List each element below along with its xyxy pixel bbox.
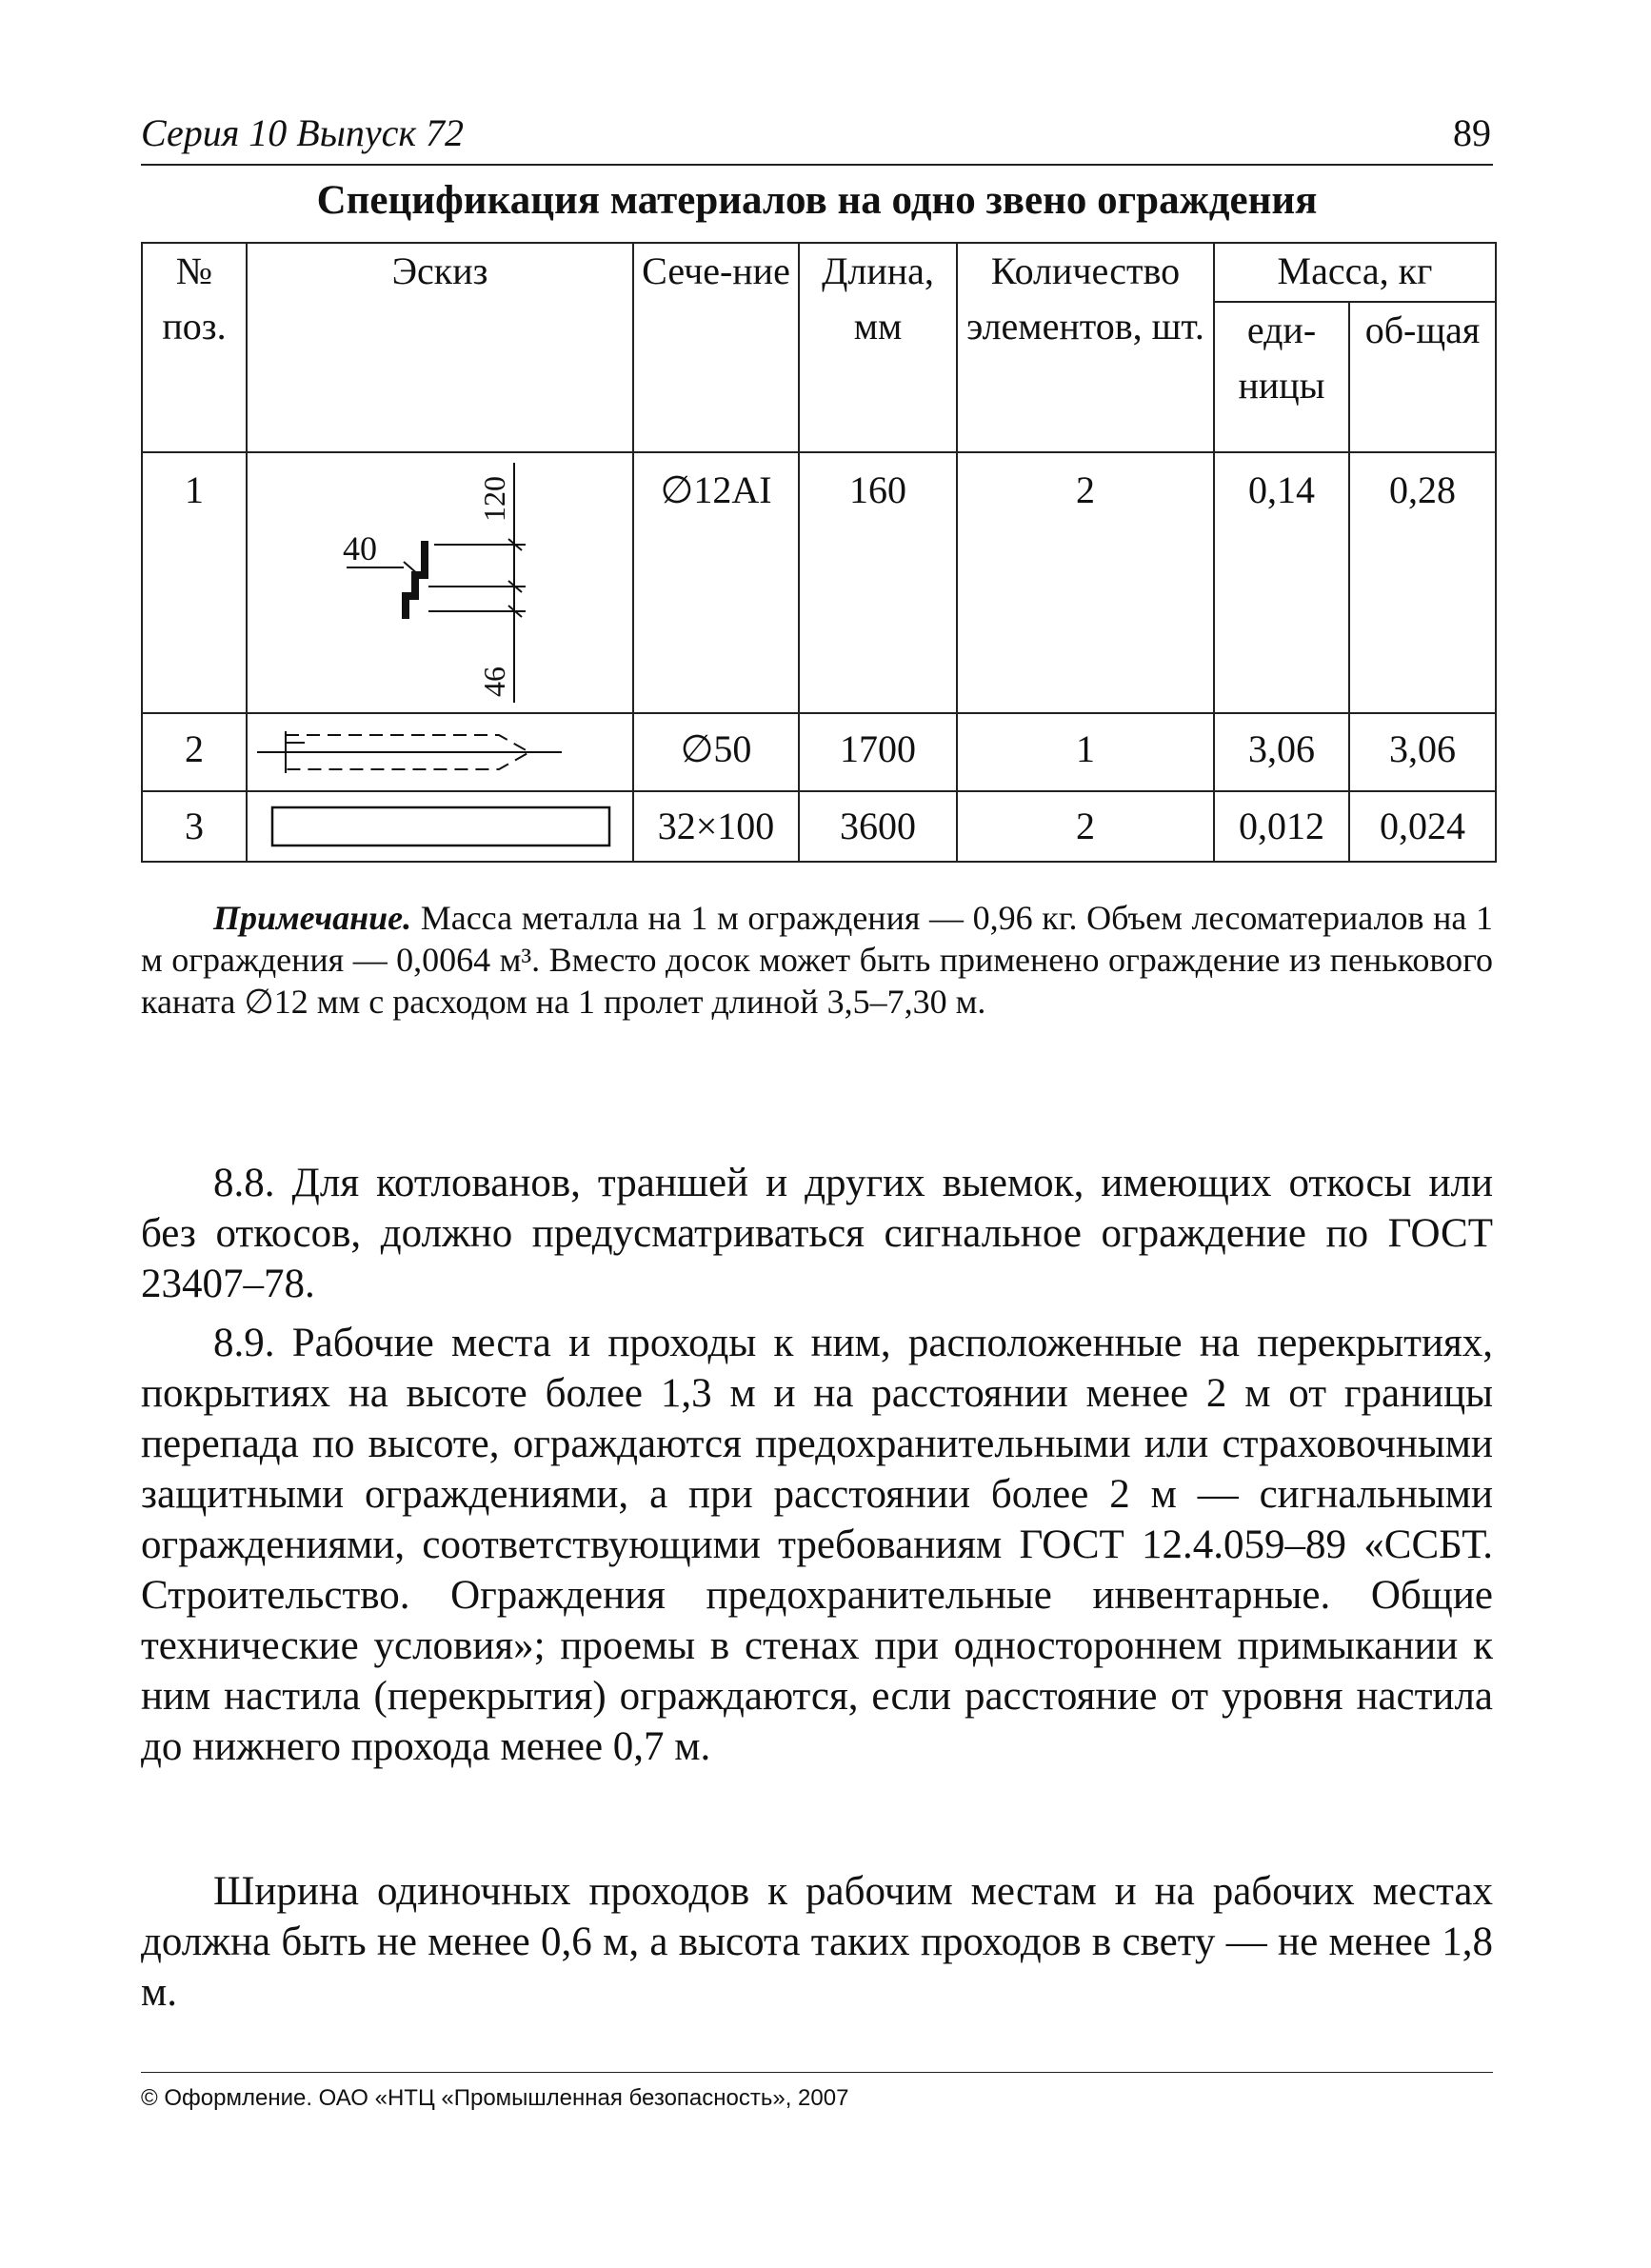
dim-120: 120 — [477, 476, 511, 522]
hook-drawing — [248, 453, 632, 712]
table-row — [142, 791, 1496, 862]
cell-mass-total: 0,024 — [1349, 791, 1496, 862]
cell-pos: 2 — [142, 713, 247, 791]
page-number: 89 — [1453, 111, 1491, 154]
sketch-board — [247, 791, 633, 862]
cell-section: 32×100 — [633, 791, 799, 862]
cell-count: 2 — [957, 452, 1214, 713]
sketch-hook — [247, 452, 633, 713]
header-length: Длина, мм — [799, 243, 957, 452]
cell-length: 1700 — [799, 713, 957, 791]
note-text: Масса металла на 1 м ограждения — 0,96 кг. Объем лесоматериалов на 1 м ограждения — 0,0064 м³. Вместо досок может быть применено ограждение из пенькового каната ∅12 мм с расходом на 1 пролет длиной 3,5–7,30 м. — [141, 899, 1493, 1021]
paragraph-8-8: 8.8. Для котлованов, траншей и других выемок, имеющих откосы или без откосов, должно предусматриваться сигнальное ограждение по ГОСТ 23407–78. — [141, 1161, 1493, 1306]
header-pos: № поз. — [142, 243, 247, 452]
table-header-row — [142, 243, 1496, 302]
cell-length: 3600 — [799, 791, 957, 862]
cell-count: 2 — [957, 791, 1214, 862]
dim-46: 46 — [477, 666, 511, 697]
post-drawing — [248, 714, 632, 790]
cell-section: ∅50 — [633, 713, 799, 791]
cell-pos: 1 — [142, 452, 247, 713]
header-section: Сече-ние — [633, 243, 799, 452]
cell-length: 160 — [799, 452, 957, 713]
paragraph-width: Ширина одиночных проходов к рабочим местам и на рабочих местах должна быть не менее 0,6 м, а высота таких проходов в свету — не менее 1,8 м. — [141, 1869, 1493, 2015]
cell-mass-unit: 0,14 — [1214, 452, 1349, 713]
table-row — [142, 713, 1496, 791]
running-header — [141, 107, 1493, 166]
cell-pos: 3 — [142, 791, 247, 862]
sketch-post — [247, 713, 633, 791]
cell-mass-total: 3,06 — [1349, 713, 1496, 791]
header-sketch: Эскиз — [247, 243, 633, 452]
cell-section: ∅12АI — [633, 452, 799, 713]
cell-count: 1 — [957, 713, 1214, 791]
table-title: Спецификация материалов на одно звено ограждения — [316, 178, 1318, 223]
board-drawing — [248, 792, 632, 861]
footer-copyright: © Оформление. ОАО «НТЦ «Промышленная безопасность», 2007 — [141, 2085, 849, 2111]
series-title: Серия 10 Выпуск 72 — [141, 111, 465, 154]
header-mass: Масса, кг — [1214, 243, 1496, 302]
paragraph-8-9: 8.9. Рабочие места и проходы к ним, расположенные на перекрытиях, покрытиях на высоте более 1,3 м и на расстоянии менее 2 м от границы перепада по высоте, ограждаются предохранительными или страховочными защитными ограждениями, а при расстоянии более 2 м — сигнальными ограждениями, соответствующими требованиям ГОСТ 12.4.059–89 «ССБТ. Строительство. Ограждения предохранительные инвентарные. Общие технические условия»; проемы в стенах при одностороннем примыкании к ним настила (перекрытия) ограждаются, если расстояние от уровня настила до нижнего прохода менее 0,7 м. — [141, 1321, 1493, 1769]
cell-mass-unit: 0,012 — [1214, 791, 1349, 862]
note-label: Примечание. — [213, 899, 412, 937]
header-mass-unit: еди-ницы — [1214, 302, 1349, 452]
spec-table — [141, 242, 1497, 863]
header-count: Количество элементов, шт. — [957, 243, 1214, 452]
cell-mass-unit: 3,06 — [1214, 713, 1349, 791]
table-note — [141, 897, 1493, 1023]
header-mass-total: об-щая — [1349, 302, 1496, 452]
table-row — [142, 452, 1496, 713]
footer-divider — [141, 2072, 1493, 2073]
dim-40: 40 — [343, 529, 377, 567]
cell-mass-total: 0,28 — [1349, 452, 1496, 713]
